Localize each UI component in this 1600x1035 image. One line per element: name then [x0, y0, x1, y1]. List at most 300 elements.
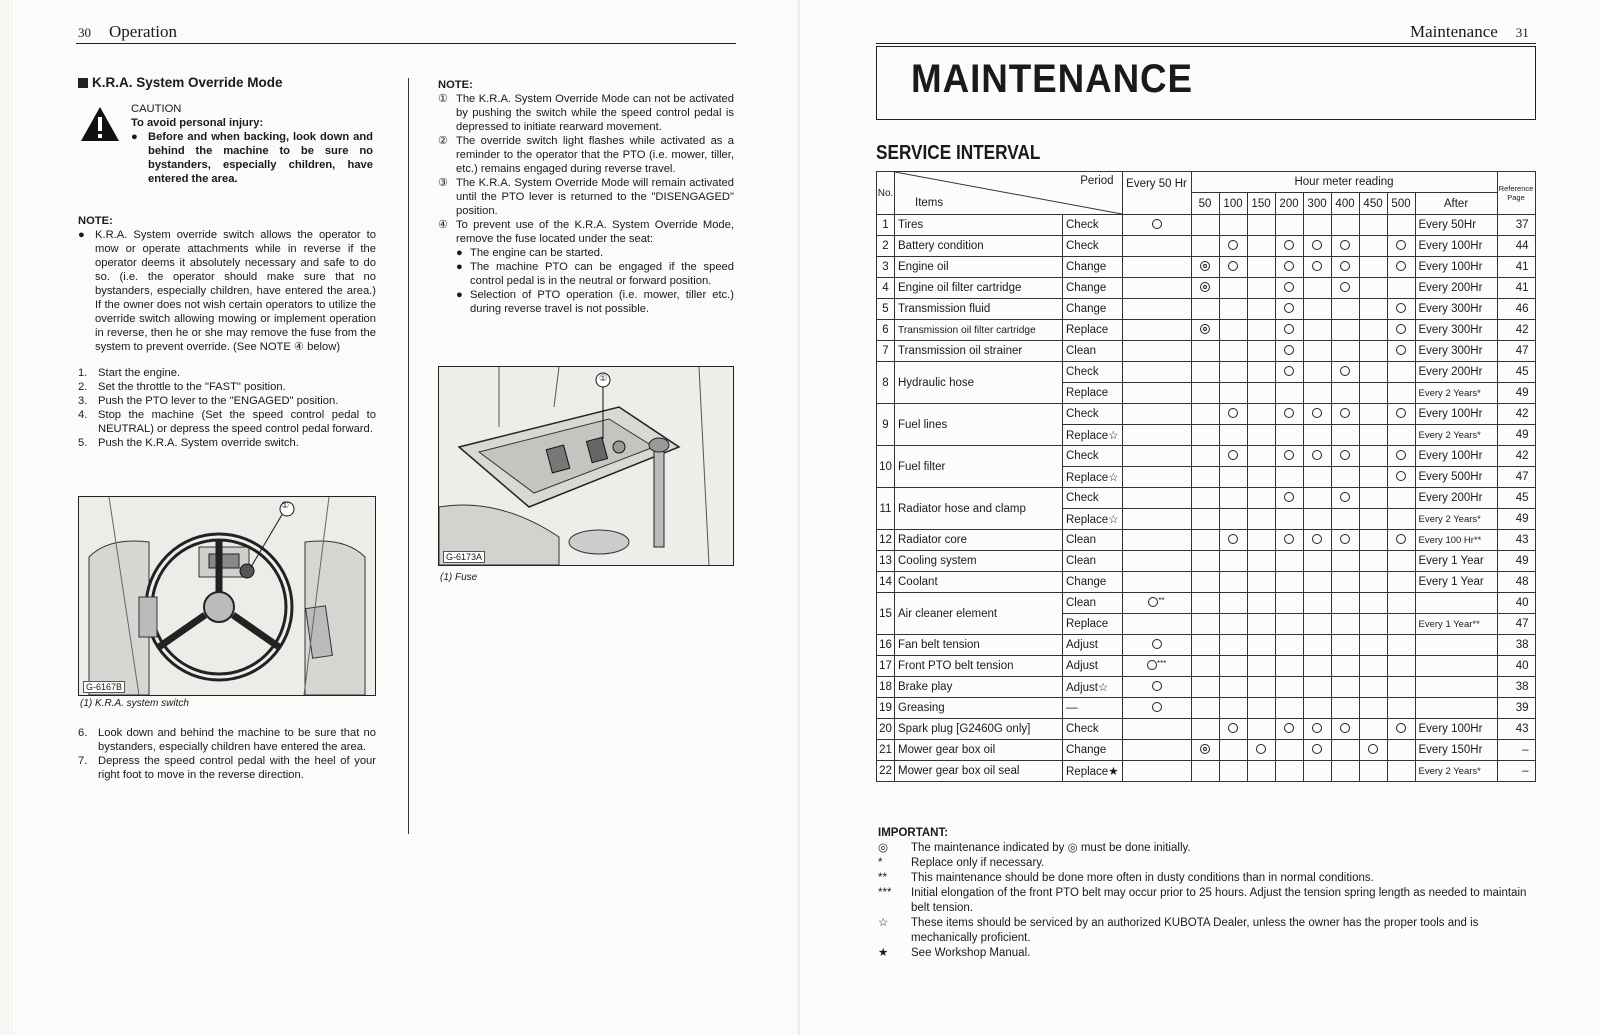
circle-mark-icon — [1152, 681, 1162, 691]
important-item: ★ See Workshop Manual. — [878, 947, 1031, 959]
hour-cell — [1303, 677, 1331, 698]
hour-cell — [1219, 383, 1247, 404]
steps-list-b — [78, 726, 376, 782]
after-cell: Every 300Hr — [1415, 341, 1497, 362]
period-cell: Change — [1063, 257, 1123, 278]
hour-cell — [1247, 320, 1275, 341]
hour-cell — [1219, 656, 1247, 677]
hour-cell — [1275, 761, 1303, 782]
circle-mark-icon — [1312, 534, 1322, 544]
row-number: 4 — [877, 278, 895, 299]
circle-mark-icon — [1284, 492, 1294, 502]
header-hours: 200 — [1275, 193, 1303, 215]
note2-item: ③ The K.R.A. System Override Mode will remain activated until the PTO lever is returned to the "DISENGAGED" position. — [438, 177, 734, 217]
circle-mark-icon — [1284, 408, 1294, 418]
hour-cell — [1275, 677, 1303, 698]
hour-cell — [1275, 257, 1303, 278]
item-cell: Transmission oil filter cartridge — [895, 320, 1063, 341]
hour-cell — [1275, 572, 1303, 593]
hour-cell — [1247, 509, 1275, 530]
circle-mark-icon — [1228, 723, 1238, 733]
hour-cell — [1275, 215, 1303, 236]
circle-mark-icon — [1312, 450, 1322, 460]
ref-cell: 44 — [1497, 236, 1535, 257]
item-cell: Cooling system — [895, 551, 1063, 572]
table-row — [877, 257, 1536, 278]
after-cell — [1415, 698, 1497, 719]
hour-cell — [1191, 299, 1219, 320]
hour-cell — [1275, 488, 1303, 509]
every50-cell — [1122, 698, 1191, 719]
after-cell: Every 2 Years* — [1415, 761, 1497, 782]
hour-cell — [1247, 425, 1275, 446]
after-cell — [1415, 635, 1497, 656]
period-cell: Check — [1063, 404, 1123, 425]
hour-cell — [1247, 299, 1275, 320]
item-cell: Fan belt tension — [895, 635, 1063, 656]
hour-cell — [1331, 467, 1359, 488]
hour-cell — [1303, 488, 1331, 509]
item-cell: Radiator core — [895, 530, 1063, 551]
hour-cell — [1359, 551, 1387, 572]
hour-cell — [1387, 299, 1415, 320]
hour-cell — [1191, 656, 1219, 677]
ref-cell: 49 — [1497, 551, 1535, 572]
hour-cell — [1387, 236, 1415, 257]
ref-cell: 43 — [1497, 530, 1535, 551]
ref-cell: 48 — [1497, 572, 1535, 593]
table-row — [877, 341, 1536, 362]
every50-cell — [1122, 425, 1191, 446]
row-number: 15 — [877, 593, 895, 635]
table-row — [877, 530, 1536, 551]
circle-mark-icon — [1340, 240, 1350, 250]
service-interval-table — [876, 171, 1536, 782]
hour-cell — [1219, 593, 1247, 614]
hour-cell — [1331, 719, 1359, 740]
hour-cell — [1247, 236, 1275, 257]
ref-cell: 49 — [1497, 425, 1535, 446]
hour-cell — [1219, 509, 1247, 530]
step-item: 4. Stop the machine (Set the speed control pedal to NEUTRAL) or depress the speed control pedal forward. — [78, 409, 376, 435]
item-cell: Radiator hose and clamp — [895, 488, 1063, 530]
hour-cell — [1191, 425, 1219, 446]
hour-cell — [1331, 362, 1359, 383]
hour-cell — [1191, 467, 1219, 488]
hour-cell — [1303, 236, 1331, 257]
circle-mark-icon — [1152, 219, 1162, 229]
hour-cell — [1275, 362, 1303, 383]
hour-cell — [1219, 215, 1247, 236]
after-cell: Every 100 Hr** — [1415, 530, 1497, 551]
important-item: * Replace only if necessary. — [878, 857, 1045, 869]
row-number: 11 — [877, 488, 895, 530]
period-cell: Replace☆ — [1063, 467, 1123, 488]
hour-cell — [1247, 257, 1275, 278]
hour-cell — [1331, 698, 1359, 719]
period-cell: Check — [1063, 446, 1123, 467]
figure1-code: G-6167B — [83, 681, 125, 693]
circle-mark-icon — [1312, 261, 1322, 271]
hour-cell — [1387, 614, 1415, 635]
circle-mark-icon — [1340, 366, 1350, 376]
hour-cell — [1219, 467, 1247, 488]
header-hours: 100 — [1219, 193, 1247, 215]
column-divider — [408, 78, 409, 834]
hour-cell — [1275, 740, 1303, 761]
ref-cell: – — [1497, 761, 1535, 782]
figure2-code: G-6173A — [443, 551, 485, 563]
ref-cell: 46 — [1497, 299, 1535, 320]
hour-cell — [1275, 236, 1303, 257]
banner-title: MAINTENANCE — [911, 57, 1194, 101]
circle-mark-icon — [1340, 261, 1350, 271]
period-cell: Check — [1063, 215, 1123, 236]
ref-cell: 41 — [1497, 278, 1535, 299]
hour-cell — [1331, 425, 1359, 446]
hour-cell — [1331, 614, 1359, 635]
hour-cell — [1191, 551, 1219, 572]
period-cell: Change — [1063, 278, 1123, 299]
item-cell: Air cleaner element — [895, 593, 1063, 635]
after-cell: Every 1 Year** — [1415, 614, 1497, 635]
hour-cell — [1387, 593, 1415, 614]
hour-cell — [1359, 719, 1387, 740]
circle-mark-icon — [1396, 261, 1406, 271]
hour-cell — [1303, 257, 1331, 278]
after-cell: Every 200Hr — [1415, 278, 1497, 299]
hour-cell — [1219, 278, 1247, 299]
table-row — [877, 236, 1536, 257]
hour-cell — [1331, 404, 1359, 425]
after-cell: Every 2 Years* — [1415, 425, 1497, 446]
hour-cell — [1275, 530, 1303, 551]
table-row — [877, 698, 1536, 719]
header-hours: 300 — [1303, 193, 1331, 215]
section-subtitle: SERVICE INTERVAL — [876, 142, 1041, 164]
period-cell: Replace☆ — [1063, 509, 1123, 530]
item-cell: Mower gear box oil seal — [895, 761, 1063, 782]
circle-mark-icon — [1340, 534, 1350, 544]
hour-cell — [1303, 761, 1331, 782]
section-title: K.R.A. System Override Mode — [78, 76, 376, 90]
row-number: 8 — [877, 362, 895, 404]
note2-subitem: ● Selection of PTO operation (i.e. mower, tiller etc.) during reverse travel is not possible. — [456, 289, 734, 315]
step-item: 1. Start the engine. — [78, 367, 181, 379]
item-cell: Front PTO belt tension — [895, 656, 1063, 677]
circle-mark-icon — [1340, 408, 1350, 418]
circle-mark-icon — [1152, 639, 1162, 649]
circle-mark-icon — [1148, 597, 1158, 607]
hour-cell — [1331, 299, 1359, 320]
table-row — [877, 551, 1536, 572]
circle-mark-icon — [1396, 723, 1406, 733]
row-number: 14 — [877, 572, 895, 593]
row-number: 16 — [877, 635, 895, 656]
hour-cell — [1387, 572, 1415, 593]
circle-mark-icon — [1284, 723, 1294, 733]
hour-cell — [1331, 383, 1359, 404]
hour-cell — [1191, 698, 1219, 719]
hour-cell — [1191, 215, 1219, 236]
hour-cell — [1247, 383, 1275, 404]
hour-cell — [1303, 215, 1331, 236]
double-circle-mark-icon — [1200, 324, 1210, 334]
figure1-callout: ① — [281, 500, 290, 510]
hour-cell — [1387, 677, 1415, 698]
after-cell: Every 500Hr — [1415, 467, 1497, 488]
after-cell: Every 200Hr — [1415, 488, 1497, 509]
hour-cell — [1219, 488, 1247, 509]
hour-cell — [1331, 488, 1359, 509]
row-number: 12 — [877, 530, 895, 551]
caution-item: Before and when backing, look down and behind the machine to be sure no bystanders, especially children, have entered the area. — [148, 131, 373, 185]
circle-mark-icon — [1228, 450, 1238, 460]
ref-cell: 45 — [1497, 488, 1535, 509]
hour-cell — [1387, 383, 1415, 404]
circle-mark-icon — [1340, 282, 1350, 292]
hour-cell — [1219, 299, 1247, 320]
period-cell: Clean — [1063, 593, 1123, 614]
right-page-number: 31 — [1515, 25, 1529, 40]
note2-subitem: ● The engine can be started. — [456, 247, 604, 259]
hour-cell — [1387, 362, 1415, 383]
row-number: 10 — [877, 446, 895, 488]
row-number: 22 — [877, 761, 895, 782]
every50-cell — [1122, 488, 1191, 509]
row-number: 19 — [877, 698, 895, 719]
after-cell: Every 1 Year — [1415, 572, 1497, 593]
item-cell: Coolant — [895, 572, 1063, 593]
period-cell: Check — [1063, 362, 1123, 383]
figure2-callout: ① — [599, 373, 608, 383]
period-cell: Replace☆ — [1063, 425, 1123, 446]
table-row — [877, 278, 1536, 299]
hour-cell — [1191, 719, 1219, 740]
row-number: 9 — [877, 404, 895, 446]
table-row — [877, 677, 1536, 698]
hour-cell — [1331, 551, 1359, 572]
after-cell: Every 50Hr — [1415, 215, 1497, 236]
note2-item: ② The override switch light flashes while activated as a reminder to the operator that the PTO (i.e. mower, tiller, etc.) remains engaged during reverse travel. — [438, 135, 734, 175]
hour-cell — [1331, 740, 1359, 761]
period-cell: Change — [1063, 572, 1123, 593]
hour-cell — [1191, 362, 1219, 383]
hour-cell — [1191, 488, 1219, 509]
circle-mark-icon — [1228, 261, 1238, 271]
hour-cell — [1303, 467, 1331, 488]
hour-cell — [1387, 446, 1415, 467]
header-hours: 450 — [1359, 193, 1387, 215]
hour-cell — [1359, 593, 1387, 614]
ref-cell: 38 — [1497, 635, 1535, 656]
every50-cell — [1122, 404, 1191, 425]
important-item: ** This maintenance should be done more often in dusty conditions than in normal conditions. — [878, 872, 1374, 884]
hour-cell — [1359, 761, 1387, 782]
after-cell: Every 300Hr — [1415, 320, 1497, 341]
hour-cell — [1191, 614, 1219, 635]
hour-cell — [1359, 572, 1387, 593]
hour-cell — [1387, 509, 1415, 530]
hour-cell — [1303, 698, 1331, 719]
hour-cell — [1387, 740, 1415, 761]
period-cell: Adjust — [1063, 656, 1123, 677]
ref-cell: 40 — [1497, 593, 1535, 614]
hour-cell — [1331, 635, 1359, 656]
period-cell: Change — [1063, 299, 1123, 320]
hour-cell — [1247, 593, 1275, 614]
every50-cell — [1122, 278, 1191, 299]
caution-block: CAUTION To avoid personal injury: ● Before and when backing, look down and behind the machine to be sure no bystanders, especially children, have entered the area. — [78, 100, 376, 186]
circle-mark-icon — [1228, 240, 1238, 250]
hour-cell — [1275, 278, 1303, 299]
hour-cell — [1219, 677, 1247, 698]
table-row — [877, 656, 1536, 677]
table-row — [877, 404, 1536, 425]
header-reference: Reference Page — [1497, 172, 1535, 215]
hour-cell — [1359, 635, 1387, 656]
period-cell: Clean — [1063, 530, 1123, 551]
left-page-number: 30 — [78, 25, 91, 40]
table-row — [877, 572, 1536, 593]
ref-cell: 47 — [1497, 614, 1535, 635]
hour-cell — [1191, 383, 1219, 404]
item-cell: Transmission oil strainer — [895, 341, 1063, 362]
hour-cell — [1331, 446, 1359, 467]
row-number: 1 — [877, 215, 895, 236]
after-cell: Every 300Hr — [1415, 299, 1497, 320]
period-cell: Replace — [1063, 614, 1123, 635]
every50-cell — [1122, 761, 1191, 782]
after-cell: Every 100Hr — [1415, 236, 1497, 257]
every50-cell — [1122, 719, 1191, 740]
right-column — [438, 78, 734, 316]
every50-cell — [1122, 509, 1191, 530]
every50-cell — [1122, 572, 1191, 593]
every50-cell — [1122, 677, 1191, 698]
after-cell: Every 2 Years* — [1415, 509, 1497, 530]
figure-kra-switch — [78, 496, 376, 696]
table-row — [877, 761, 1536, 782]
table-row — [877, 740, 1536, 761]
ref-cell: 42 — [1497, 446, 1535, 467]
hour-cell — [1247, 551, 1275, 572]
step-item: 5. Push the K.R.A. System override switch. — [78, 437, 299, 449]
hour-cell — [1191, 635, 1219, 656]
item-cell: Hydraulic hose — [895, 362, 1063, 404]
hour-cell — [1387, 488, 1415, 509]
item-cell: Engine oil filter cartridge — [895, 278, 1063, 299]
step-item: 6. Look down and behind the machine to be sure that no bystanders, especially children have entered the area. — [78, 727, 376, 753]
hour-cell — [1247, 719, 1275, 740]
every50-cell — [1122, 362, 1191, 383]
ref-cell: 37 — [1497, 215, 1535, 236]
header-every-50: Every 50 Hr — [1122, 172, 1191, 215]
circle-mark-icon — [1396, 324, 1406, 334]
hour-cell — [1191, 236, 1219, 257]
row-number: 7 — [877, 341, 895, 362]
every50-cell — [1122, 467, 1191, 488]
ref-cell: 47 — [1497, 341, 1535, 362]
every50-cell — [1122, 614, 1191, 635]
item-cell: Brake play — [895, 677, 1063, 698]
maintenance-banner — [876, 46, 1536, 120]
every50-cell — [1122, 299, 1191, 320]
double-circle-mark-icon — [1200, 744, 1210, 754]
hour-cell — [1219, 761, 1247, 782]
hour-cell — [1219, 341, 1247, 362]
hour-cell — [1303, 719, 1331, 740]
period-cell: Replace — [1063, 383, 1123, 404]
circle-mark-icon — [1312, 408, 1322, 418]
table-row — [877, 362, 1536, 383]
header-rule — [76, 43, 736, 44]
circle-mark-icon — [1312, 723, 1322, 733]
left-page-title: Operation — [109, 22, 177, 41]
important-notes — [878, 826, 1538, 961]
header-hour-meter: Hour meter reading — [1191, 172, 1497, 193]
hour-cell — [1275, 614, 1303, 635]
header-hours: 150 — [1247, 193, 1275, 215]
hour-cell — [1247, 404, 1275, 425]
after-cell: Every 1 Year — [1415, 551, 1497, 572]
hour-cell — [1219, 530, 1247, 551]
hour-cell — [1331, 320, 1359, 341]
right-page-title: Maintenance — [1410, 22, 1498, 41]
hour-cell — [1275, 467, 1303, 488]
hour-cell — [1387, 467, 1415, 488]
table-row — [877, 299, 1536, 320]
circle-mark-icon — [1340, 450, 1350, 460]
item-cell: Tires — [895, 215, 1063, 236]
hour-cell — [1275, 404, 1303, 425]
header-hours: 50 — [1191, 193, 1219, 215]
circle-mark-icon — [1284, 240, 1294, 250]
item-cell: Mower gear box oil — [895, 740, 1063, 761]
hour-cell — [1359, 677, 1387, 698]
circle-mark-icon — [1396, 303, 1406, 313]
hour-cell — [1247, 467, 1275, 488]
hour-cell — [1219, 614, 1247, 635]
hour-cell — [1191, 257, 1219, 278]
hour-cell — [1303, 614, 1331, 635]
every50-cell — [1122, 320, 1191, 341]
hour-cell — [1219, 719, 1247, 740]
hour-cell — [1331, 593, 1359, 614]
header-no: No. — [877, 172, 895, 215]
important-item: ◎ The maintenance indicated by ◎ must be done initially. — [878, 842, 1191, 854]
item-cell: Transmission fluid — [895, 299, 1063, 320]
step-item: 2. Set the throttle to the "FAST" position. — [78, 381, 286, 393]
hour-cell — [1331, 509, 1359, 530]
steps-list-a — [78, 366, 376, 450]
hour-cell — [1359, 341, 1387, 362]
circle-mark-icon — [1396, 450, 1406, 460]
hour-cell — [1331, 236, 1359, 257]
period-cell: Check — [1063, 488, 1123, 509]
ref-cell: 42 — [1497, 404, 1535, 425]
hour-cell — [1247, 656, 1275, 677]
hour-cell — [1303, 320, 1331, 341]
every50-cell — [1122, 383, 1191, 404]
double-circle-mark-icon — [1200, 282, 1210, 292]
ref-cell: 47 — [1497, 467, 1535, 488]
hour-cell — [1247, 761, 1275, 782]
every50-cell — [1122, 215, 1191, 236]
hour-cell — [1247, 677, 1275, 698]
hour-cell — [1359, 446, 1387, 467]
hour-cell — [1191, 446, 1219, 467]
